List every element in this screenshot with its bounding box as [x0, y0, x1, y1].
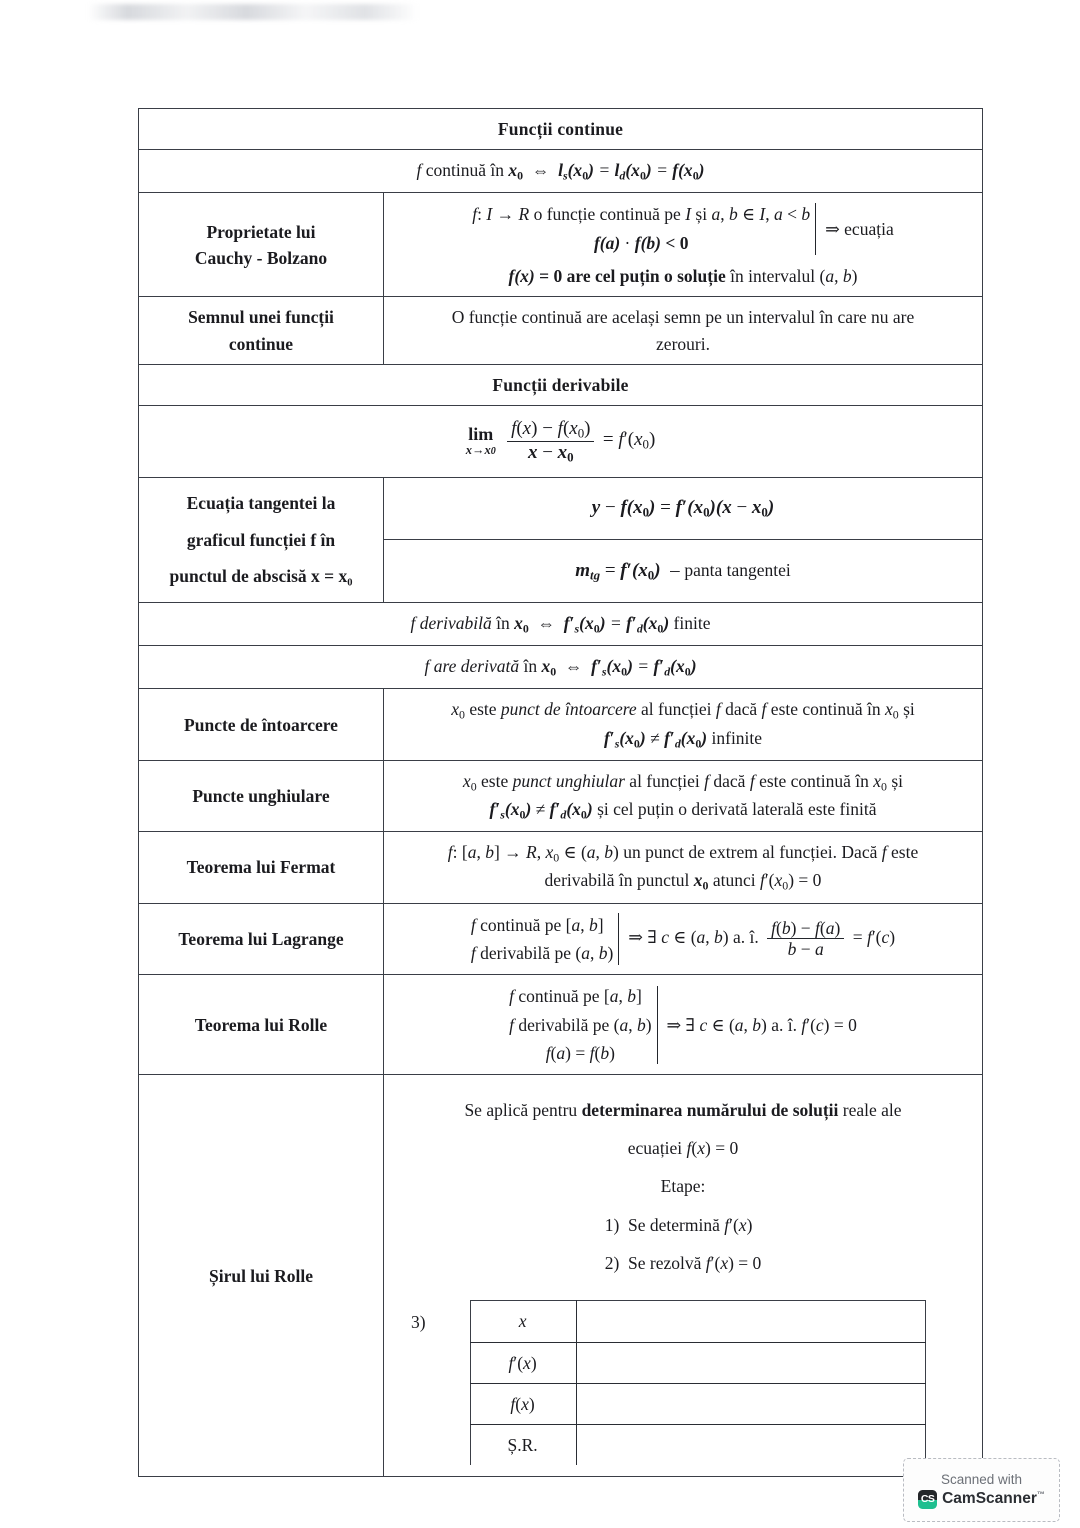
- semnul-line-2: zerouri.: [656, 333, 710, 354]
- rolle-cond-1: f continuă pe [a, b]: [509, 986, 642, 1007]
- lagrange-content: [384, 903, 983, 975]
- schema-cell-sr: [576, 1425, 925, 1466]
- watermark-top-text: Scanned with: [940, 1471, 1023, 1487]
- sirul-rolle-schema: [393, 1300, 973, 1465]
- sirul-rolle-content: [384, 1075, 983, 1477]
- quotient-denominator: $x - x_0$: [507, 441, 594, 465]
- tangent-slope-note: panta tangentei: [684, 560, 791, 580]
- lagrange-fraction: [767, 918, 844, 960]
- hypothesis-line-2: f(a) · f(b) < 0: [593, 232, 689, 253]
- puncte-unghiulare-content: [384, 760, 983, 831]
- rolle-statement: [393, 982, 973, 1067]
- table-row: [139, 903, 983, 975]
- rolle-cond-3: f(a) = f(b): [545, 1042, 615, 1063]
- label-line: continue: [228, 333, 294, 354]
- continuity-definition: f continuă în $x_0$ ⇔ $l_s(x_0) = l_d(x_0) = f(x_0)$: [139, 150, 983, 193]
- puncte-intoarcere-content: [384, 689, 983, 760]
- grouping-bar: [618, 913, 619, 965]
- camscanner-logo-icon: CS: [918, 1490, 937, 1509]
- watermark-brand-name: [942, 1490, 1045, 1508]
- fermat-line-1: f: [a, b] → R, $x_0$ ∈ (a, b) un punct de extrem al funcției. Dacă f este: [447, 842, 919, 865]
- schema-row: [470, 1342, 925, 1383]
- scan-smudge: [88, 4, 418, 20]
- rolle-conclusion: ⇒ ∃ c ∈ (a, b) a. î. f′(c) = 0: [666, 1014, 857, 1035]
- sirul-rolle-step-2: 2) Se rezolvă f′(x) = 0: [604, 1252, 762, 1273]
- table-row: [139, 975, 983, 1075]
- hypothesis-line-1: f: I → R o funcție continuă pe I și a, b ∈ I, a < b: [472, 204, 811, 225]
- semnul-functiei-content: [384, 297, 983, 365]
- schema-label-sr: Ș.R.: [470, 1425, 576, 1466]
- section-header-functii-derivabile: Funcții derivabile: [139, 364, 983, 405]
- cauchy-bolzano-hypothesis: [393, 200, 973, 257]
- puncte-unghiulare-line-2: $f'_s(x_0) \ne f'_d(x_0)$ și cel puțin o derivată laterală este finită: [489, 799, 877, 822]
- intro-bold: determinarea numărului de soluții: [581, 1100, 839, 1121]
- difference-quotient: [507, 418, 594, 465]
- table-row: [139, 760, 983, 831]
- camscanner-watermark: [903, 1458, 1060, 1522]
- sirul-rolle-step-1: 1) Se determină f′(x): [604, 1215, 753, 1236]
- rolle-hypotheses: [509, 982, 651, 1067]
- trademark-symbol: ™: [1036, 1489, 1045, 1499]
- sirul-rolle-body: [393, 1082, 973, 1469]
- row-label-tangent: [139, 477, 384, 602]
- sirul-rolle-etape-label: Etape:: [660, 1175, 706, 1196]
- lagrange-hypotheses: [471, 911, 613, 968]
- puncte-intoarcere-line-2: $f'_s(x_0) \ne f'_d(x_0)$ infinite: [603, 727, 763, 750]
- table-row: [139, 406, 983, 478]
- row-label-semnul-functiei: [139, 297, 384, 365]
- derivative-equals: = $f'(x_0)$: [602, 429, 656, 453]
- schema-cell-x: [576, 1301, 925, 1342]
- label-line: Cauchy - Bolzano: [194, 247, 328, 268]
- label-line: Semnul unei funcții: [188, 307, 334, 328]
- table-row: [139, 646, 983, 689]
- schema-cell-f-prime: [576, 1342, 925, 1383]
- fermat-line-2: derivabilă în punctul $x_0$ atunci $f'(x_0) = 0$: [544, 870, 822, 893]
- label-line: Proprietate lui: [206, 221, 316, 242]
- puncte-unghiulare-suffix: și cel puțin o derivată laterală este finită: [597, 799, 877, 819]
- quotient-numerator: $f(x) - f(x_0)$: [511, 418, 591, 441]
- schema-row: [470, 1301, 925, 1342]
- puncte-unghiulare-line-1: $x_0$ este punct unghiular al funcției f dacă f este continuă în $x_0$ și: [462, 770, 904, 794]
- row-label-cauchy-bolzano: [139, 193, 384, 297]
- tangent-formula-2: $m_{tg} = f'(x_0)$ – panta tangentei: [384, 540, 983, 603]
- row-label-puncte-unghiulare: Puncte unghiulare: [139, 760, 384, 831]
- sirul-rolle-intro: [393, 1092, 973, 1130]
- lagrange-den: b − a: [767, 938, 844, 960]
- brand-text: CamScanner: [942, 1490, 1037, 1508]
- label-line: Ecuația tangentei la: [186, 492, 336, 513]
- label-line: graficul funcției f în: [186, 529, 336, 550]
- row-label-fermat: Teorema lui Fermat: [139, 832, 384, 903]
- lagrange-cond-1: f continuă pe [a, b]: [470, 914, 604, 935]
- table-row: [139, 603, 983, 646]
- sirul-rolle-steps: [605, 1207, 762, 1282]
- table-row: [139, 109, 983, 150]
- schema-label-f-prime: f′(x): [470, 1342, 576, 1383]
- rule-derivabila: f derivabilă în $x_0$ ⇔ $f'_s(x_0) = f'_d(x_0)$ finite: [139, 603, 983, 646]
- lagrange-cond-2: f derivabilă pe (a, b): [470, 942, 614, 963]
- fermat-content: [384, 832, 983, 903]
- schema-row: [470, 1425, 925, 1466]
- row-label-sirul-rolle: Șirul lui Rolle: [139, 1075, 384, 1477]
- rolle-content: [384, 975, 983, 1075]
- cauchy-bolzano-content: [384, 193, 983, 297]
- intro-part-b: reale ale: [842, 1100, 902, 1121]
- section-header-functii-continue: Funcții continue: [139, 109, 983, 150]
- puncte-intoarcere-line-1: $x_0$ este punct de întoarcere al funcției f dacă f este continuă în $x_0$ și: [451, 699, 915, 722]
- cauchy-bolzano-tail: ⇒ ecuația: [825, 218, 894, 239]
- rule-are-derivata: f are derivată în $x_0$ ⇔ $f'_s(x_0) = f'_d(x_0)$: [139, 646, 983, 689]
- schema-cell-f: [576, 1383, 925, 1424]
- table-row: [139, 193, 983, 297]
- rolle-sign-table: [470, 1300, 926, 1465]
- grouping-bar: [657, 986, 658, 1064]
- lagrange-conclusion: ⇒ ∃ c ∈ (a, b) a. î. $\frac{f(b) - f(a)}{b - a}$ = f′(c): [628, 917, 896, 960]
- watermark-brand-row: [918, 1490, 1045, 1509]
- label-line: punctul de abscisă x = x₀: [169, 566, 353, 587]
- lagrange-statement: [393, 911, 973, 968]
- schema-step-number: 3): [411, 1312, 426, 1333]
- table-row: [139, 1075, 983, 1477]
- row-label-puncte-intoarcere: Puncte de întoarcere: [139, 689, 384, 760]
- table-row: [139, 832, 983, 903]
- schema-label-f: f(x): [470, 1383, 576, 1424]
- cauchy-bolzano-conclusion: f(x) = 0 are cel puțin o soluție în intervalul (a, b): [508, 266, 858, 287]
- limit-operator: lim x→x0: [465, 424, 496, 458]
- table-row: [139, 689, 983, 760]
- table-row: [139, 477, 983, 540]
- rolle-cond-2: f derivabilă pe (a, b): [509, 1014, 652, 1035]
- sirul-rolle-equation: ecuației f(x) = 0: [627, 1137, 739, 1158]
- reference-sheet: [138, 108, 983, 1477]
- row-label-rolle: Teorema lui Rolle: [139, 975, 384, 1075]
- table-row: [139, 150, 983, 193]
- intro-part-a: Se aplică pentru: [464, 1100, 578, 1121]
- table-row: [139, 297, 983, 365]
- derivative-definition: [139, 406, 983, 478]
- row-label-lagrange: Teorema lui Lagrange: [139, 903, 384, 975]
- schema-row: [470, 1383, 925, 1424]
- lagrange-num: f(b) − f(a): [771, 917, 841, 938]
- semnul-line-1: O funcție continuă are același semn pe un intervalul în care nu are: [451, 307, 915, 328]
- grouping-bar: [815, 203, 816, 255]
- limit-subscript: x→x0: [465, 443, 496, 458]
- hypothesis-lines: [472, 200, 810, 257]
- table-row: [139, 364, 983, 405]
- tangent-formula-1: $y - f(x_0) = f'(x_0)(x - x_0)$: [384, 477, 983, 540]
- math-reference-table: [138, 108, 983, 1477]
- schema-label-x: x: [470, 1301, 576, 1342]
